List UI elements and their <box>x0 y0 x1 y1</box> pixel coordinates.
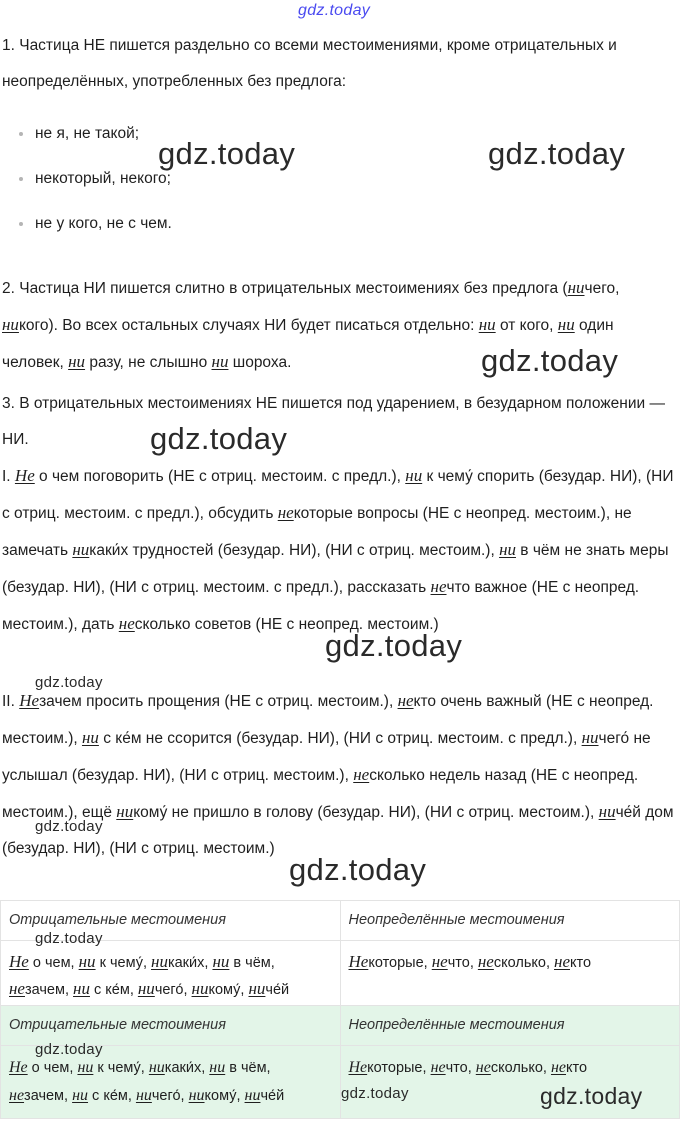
watermark: gdz.today <box>35 674 103 691</box>
watermark: gdz.today <box>341 1085 409 1102</box>
list-item: некоторый, некого; <box>35 167 171 191</box>
exercise-2 <box>0 683 680 867</box>
watermark: gdz.today <box>35 930 103 947</box>
bullet-dot-icon <box>19 222 23 226</box>
table-header-row <box>1 1006 680 1046</box>
cell-negative: Не о чем, ни к чему́, никаки́х, ни в чём, незачем, ни с ке́м, ничего́, никому́, ниче́й <box>1 941 341 1012</box>
watermark: gdz.today <box>481 343 619 378</box>
header-indefinite: Неопределённые местоимения <box>340 1006 680 1046</box>
watermark: gdz.today <box>150 421 288 456</box>
watermark: gdz.today <box>289 852 427 887</box>
rule-3 <box>0 386 680 458</box>
rule-3-text: 3. В отрицательных местоимениях НЕ пишется под ударением, в безударном положении — НИ. <box>2 395 665 448</box>
exercise-2-text: II. Незачем просить прощения (НЕ с отриц. местоим.), некто очень важный (НЕ с неопред. местоим.), ни с ке́м не ссорится (безудар. НИ), (НИ с отриц. местоим. с предл.), ничего́ не услышал (безудар. НИ), (НИ с отриц. местоим.), несколько недель назад (НЕ с неопред. местоим.), ещё никому́ не пришло в голову (безудар. НИ), (НИ с отриц. местоим.), ниче́й дом (безудар. НИ), (НИ с отриц. местоим.) <box>2 691 674 857</box>
watermark: gdz.today <box>35 1041 103 1058</box>
table-row <box>1 941 680 1012</box>
rule-1 <box>0 28 680 100</box>
rule-2-text: 2. Частица НИ пишется слитно в отрицательных местоимениях без предлога (ничего, никого). Во всех остальных случаях НИ будет писаться отдельно: ни от кого, ни один человек, ни разу, не слышно ни шороха. <box>2 278 620 371</box>
watermark: gdz.today <box>35 818 103 835</box>
bullet-dot-icon <box>19 177 23 181</box>
watermark: gdz.today <box>158 136 296 171</box>
header-negative: Отрицательные местоимения <box>1 901 341 941</box>
watermark: gdz.today <box>298 2 371 19</box>
list-item: не я, не такой; <box>35 122 139 146</box>
header-negative: Отрицательные местоимения <box>1 1006 341 1046</box>
watermark: gdz.today <box>488 136 626 171</box>
pronouns-table <box>0 900 680 1012</box>
cell-indefinite: Некоторые, нечто, несколько, некто <box>340 941 680 1012</box>
watermark: gdz.today <box>325 628 463 663</box>
cell-negative: Не о чем, ни к чему́, никаки́х, ни в чём, незачем, ни с ке́м, ничего́, никому́, ниче́й <box>1 1046 341 1119</box>
watermark: gdz.today <box>540 1083 643 1109</box>
exercise-1-text: I. Не о чем поговорить (НЕ с отриц. местоим. с предл.), ни к чему́ спорить (безудар. НИ), (НИ с отриц. местоим. с предл.), обсудить некоторые вопросы (НЕ с неопред. местоим.), не замечать никаки́х трудностей (безудар. НИ), (НИ с отриц. местоим.), ни в чём не знать меры (безудар. НИ), (НИ с отриц. местоим. с предл.), рассказать нечто важное (НЕ с неопред. местоим.), дать несколько советов (НЕ с неопред. местоим.) <box>2 466 674 633</box>
rule-1-text: 1. Частица НЕ пишется раздельно со всеми местоимениями, кроме отрицательных и неопределённых, употребленных без предлога: <box>2 37 617 90</box>
bullet-dot-icon <box>19 132 23 136</box>
cell-indefinite: Некоторые, нечто, несколько, некто <box>340 1046 680 1119</box>
exercise-1 <box>0 458 680 643</box>
header-indefinite: Неопределённые местоимения <box>340 901 680 941</box>
list-item: не у кого, не с чем. <box>35 212 172 236</box>
